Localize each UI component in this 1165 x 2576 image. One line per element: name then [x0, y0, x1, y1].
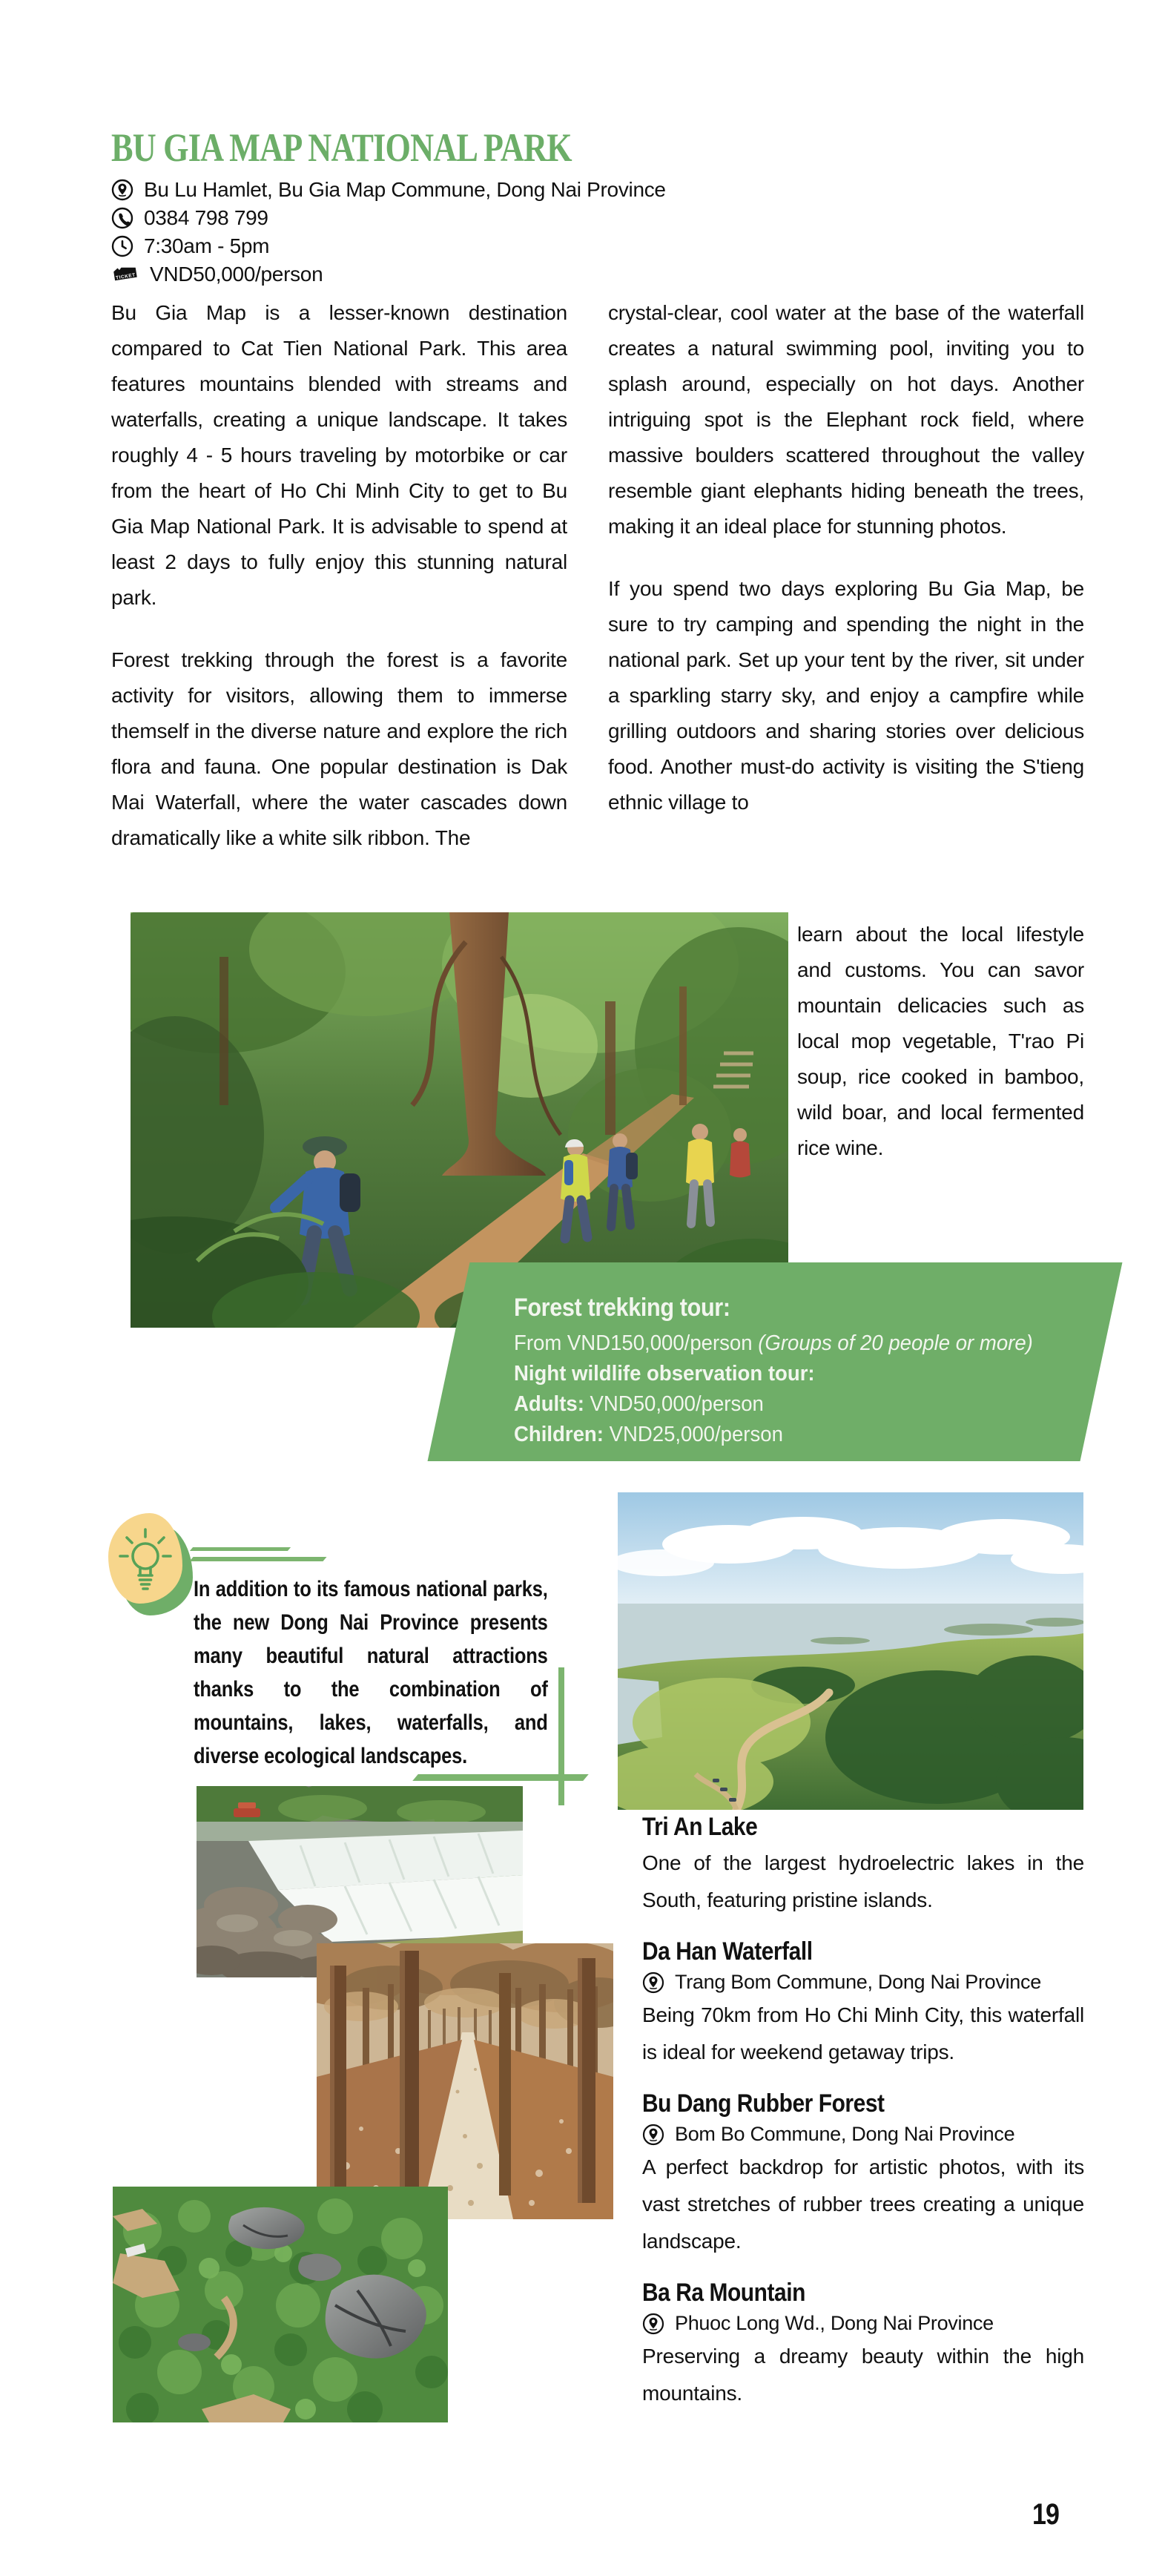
attraction-description: Being 70km from Ho Chi Minh City, this waterfall is ideal for weekend getaway trips. [642, 2003, 1084, 2063]
rubber-forest-photo [317, 1943, 613, 2219]
tour-box-title: Forest trekking tour: [514, 1294, 730, 1322]
paragraph-trekking: Forest trekking through the forest is a favorite activity for visitors, allowing them to immerse themself in the diverse nature and explore the rich flora and fauna. One popular destination is Dak Mai Waterfall, where the water cascades down dramatically like a white silk ribbon. The [111, 648, 567, 849]
attraction-name: Bu Dang Rubber Forest [642, 2089, 885, 2118]
attraction-location-row [642, 2312, 1084, 2335]
location-pin-icon [642, 2124, 664, 2146]
attraction-da-han-waterfall [642, 1937, 1084, 2071]
phone-icon [111, 207, 133, 229]
attraction-name: Tri An Lake [642, 1813, 758, 1841]
park-phone: 0384 798 799 [144, 205, 268, 229]
tip-text: In addition to its famous national parks, the new Dong Nai Province presents many beautiful natural attractions thanks to the combination of mountains, lakes, waterfalls, and diverse ecological landscapes. [194, 1577, 548, 1768]
location-pin-icon [111, 179, 133, 201]
info-row-hours [111, 234, 666, 257]
park-address: Bu Lu Hamlet, Bu Gia Map Commune, Dong Nai Province [144, 177, 666, 201]
tour-from-line [514, 1328, 1072, 1359]
article-wrap-column [797, 917, 1084, 1166]
attraction-location-row [642, 2123, 1084, 2146]
tour-adults-line [514, 1389, 1072, 1420]
ticket-icon [111, 264, 139, 285]
tip-deco-line-bottom [189, 1557, 326, 1561]
clock-icon [111, 235, 133, 257]
paragraph-camping-continued: learn about the local lifestyle and customs. You can savor mountain delicacies such as local mop vegetable, T'rao Pi soup, rice cooked in bamboo, wild boar, and local fermented rice wine. [797, 923, 1084, 1159]
tri-an-lake-aerial-photo [618, 1492, 1083, 1810]
tip-deco-horizontal-line [412, 1774, 589, 1781]
park-entry-fee: VND50,000/person [150, 262, 323, 286]
tour-night-title [514, 1359, 1072, 1389]
page-number: 19 [1032, 2498, 1060, 2531]
tour-from-price: From VND150,000/person [514, 1331, 753, 1355]
tip-lightbulb-badge [108, 1513, 185, 1611]
attraction-bu-dang-rubber-forest [642, 2089, 1084, 2260]
svg-text:TICKET: TICKET [115, 272, 136, 281]
adults-label: Adults: [514, 1392, 584, 1416]
info-row-phone [111, 206, 666, 229]
park-info-list [111, 178, 666, 286]
attractions-list [642, 1813, 1084, 2431]
location-pin-icon [642, 1971, 664, 1994]
tour-price-box [449, 1262, 1101, 1461]
tip-deco-vertical-line [558, 1667, 564, 1805]
night-tour-label: Night wildlife observation tour: [514, 1362, 815, 1386]
attraction-location-row [642, 1971, 1084, 1994]
attraction-description: A perfect backdrop for artistic photos, with its vast stretches of rubber trees creating a unique landscape. [642, 2155, 1084, 2253]
paragraph-camping: If you spend two days exploring Bu Gia Map, be sure to try camping and spending the night in the national park. Set up your tent by the river, sit under a sparkling starry sky, and enjoy a campfire while grilling outdoors and sharing stories over delicious food. Another must-do activity is visiting the S'tieng ethnic village to [608, 577, 1084, 814]
attraction-name: Ba Ra Mountain [642, 2279, 805, 2307]
tour-group-note: (Groups of 20 people or more) [758, 1331, 1033, 1355]
article-left-column [111, 295, 567, 856]
lightbulb-icon [116, 1521, 175, 1598]
location-pin-icon [642, 2313, 664, 2335]
info-row-address [111, 178, 666, 201]
tip-deco-line-top [190, 1547, 291, 1551]
adults-price: VND50,000/person [590, 1392, 764, 1416]
attraction-name: Da Han Waterfall [642, 1937, 813, 1966]
attraction-description: One of the largest hydroelectric lakes in the South, featuring pristine islands. [642, 1851, 1084, 1911]
paragraph-waterfall: crystal-clear, cool water at the base of the waterfall creates a natural swimming pool, inviting you to splash around, especially on hot days. Another intriguing spot is the Elephant rock field, where massive boulders scattered throughout the valley resemble giant elephants hiding beneath the trees, making it an ideal place for stunning photos. [608, 301, 1084, 538]
attraction-description: Preserving a dreamy beauty within the high mountains. [642, 2345, 1084, 2405]
children-label: Children: [514, 1423, 604, 1446]
tour-children-line [514, 1420, 1072, 1450]
ba-ra-elephant-rocks-photo [113, 2187, 448, 2422]
children-price: VND25,000/person [609, 1423, 783, 1446]
info-row-price [111, 263, 666, 286]
attraction-ba-ra-mountain [642, 2279, 1084, 2412]
attraction-location: Phuoc Long Wd., Dong Nai Province [675, 2312, 994, 2334]
paragraph-intro: Bu Gia Map is a lesser-known destination compared to Cat Tien National Park. This area features mountains blended with streams and waterfalls, creating a unique landscape. It takes roughly 4 - 5 hours traveling by motorbike or car from the heart of Ho Chi Minh City to get to Bu Gia Map National Park. It is advisable to spend at least 2 days to fully enjoy this stunning natural park. [111, 301, 567, 609]
attraction-location: Trang Bom Commune, Dong Nai Province [675, 1971, 1041, 1993]
page-title: BU GIA MAP NATIONAL PARK [111, 125, 572, 170]
article-right-column [608, 295, 1084, 820]
park-hours: 7:30am - 5pm [144, 234, 270, 257]
attraction-tri-an-lake [642, 1813, 1084, 1919]
attraction-location: Bom Bo Commune, Dong Nai Province [675, 2123, 1015, 2145]
